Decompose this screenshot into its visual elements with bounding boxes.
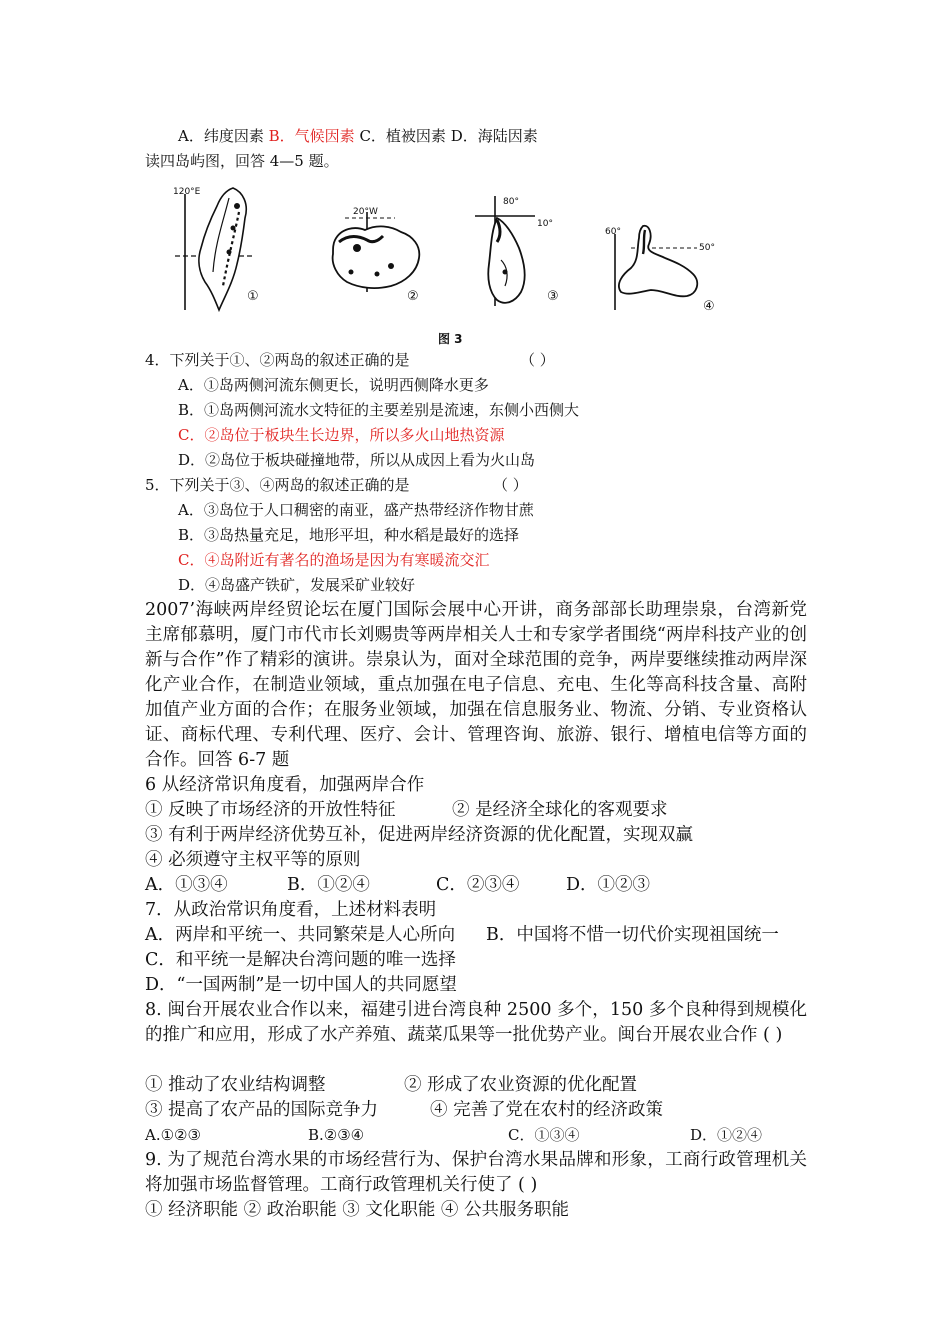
q8-stem: 8. 闽台开展农业合作以来，福建引进台湾良种 2500 多个，150 多个良种得到规模化的推广和应用，形成了水产养殖、蔬菜瓜果等一批优势产业。闽台开展农业合作 ( ) bbox=[145, 1000, 807, 1045]
q7-option-c: C．和平统一是解决台湾问题的唯一选择 bbox=[145, 950, 456, 970]
q9-statement-2: ② 政治职能 bbox=[243, 1200, 337, 1220]
q6-option-d: D．①②③ bbox=[566, 875, 651, 895]
figure-label-120e: 120°E bbox=[173, 187, 201, 197]
q6-statement-1: ① 反映了市场经济的开放性特征 bbox=[145, 800, 396, 820]
q4-option-c: C．②岛位于板块生长边界，所以多火山地热资源 bbox=[178, 426, 505, 444]
figure-label-50: 50° bbox=[699, 243, 715, 253]
q7-option-b: B．中国将不惜一切代价实现祖国统一 bbox=[486, 925, 779, 945]
figure-label-10: 10° bbox=[537, 219, 553, 229]
q9-statement-3: ③ 文化职能 bbox=[342, 1200, 436, 1220]
q4-stem: 4．下列关于①、②两岛的叙述正确的是 bbox=[145, 351, 410, 369]
q5-stem: 5．下列关于③、④两岛的叙述正确的是 bbox=[145, 476, 410, 494]
island-map-figure bbox=[145, 182, 745, 322]
q5-option-c: C．④岛附近有著名的渔场是因为有寒暖流交汇 bbox=[178, 551, 490, 569]
figure-label-80: 80° bbox=[503, 197, 519, 207]
q4-option-a: A．①岛两侧河流东侧更长，说明西侧降水更多 bbox=[178, 376, 489, 394]
q5-option-b: B．③岛热量充足，地形平坦，种水稻是最好的选择 bbox=[178, 526, 520, 544]
q8-option-a: A.①②③ bbox=[145, 1126, 201, 1144]
q6-statement-3: ③ 有利于两岸经济优势互补，促进两岸经济资源的优化配置，实现双赢 bbox=[145, 825, 694, 845]
figure-caption: 图 3 bbox=[438, 332, 463, 346]
q9-stem: 9. 为了规范台湾水果的市场经营行为、保护台湾水果品牌和形象，工商行政管理机关将加强市场监督管理。工商行政管理机关行使了 ( ) bbox=[145, 1150, 807, 1195]
figure-label-20w: 20°W bbox=[353, 207, 378, 217]
q6-option-b: B．①②④ bbox=[287, 875, 370, 895]
island-number-3: ③ bbox=[547, 289, 559, 304]
q5-option-a: A．③岛位于人口稠密的南亚，盛产热带经济作物甘蔗 bbox=[178, 501, 534, 519]
q7-stem: 7．从政治常识角度看，上述材料表明 bbox=[145, 900, 437, 920]
q3-options bbox=[178, 124, 538, 149]
q8-statement-1: ① 推动了农业结构调整 bbox=[145, 1075, 326, 1095]
q3-option-d: D．海陆因素 bbox=[450, 127, 538, 145]
q7-option-a: A．两岸和平统一、共同繁荣是人心所向 bbox=[145, 925, 456, 945]
q4-option-b: B．①岛两侧河流水文特征的主要差别是流速，东侧小西侧大 bbox=[178, 401, 580, 419]
q3-option-a: A．纬度因素 bbox=[178, 127, 264, 145]
q8-option-b: B.②③④ bbox=[308, 1126, 365, 1144]
q8-statement-4: ④ 完善了党在农村的经济政策 bbox=[430, 1100, 664, 1120]
q9-statement-1: ① 经济职能 bbox=[145, 1200, 239, 1220]
island-1-map bbox=[173, 187, 259, 310]
passage-text: 2007’海峡两岸经贸论坛在厦门国际会展中心开讲，商务部部长助理崇泉，台湾新党主席郁慕明，厦门市代市长刘赐贵等两岸相关人士和专家学者围绕“两岸科技产业的创新与合作”作了精彩的演讲。崇泉认为，面对全球范围的竞争，两岸要继续推动两岸深化产业合作，在制造业领域，重点加强在电子信息、充电、生化等高科技含量、高附加值产业方面的合作；在服务业领域，加强在信息服务业、物流、分销、专业资格认证、商标代理、专利代理、医疗、会计、管理咨询、旅游、银行、增植电信等方面的合作。回答 6-7 题 bbox=[145, 600, 807, 770]
q6-statement-2: ② 是经济全球化的客观要求 bbox=[452, 800, 668, 820]
q5-answer-paren: （ ） bbox=[493, 476, 528, 494]
q3-option-c: C．植被因素 bbox=[359, 127, 446, 145]
q8-option-d: D．①②④ bbox=[690, 1126, 763, 1144]
island-3-map bbox=[475, 196, 559, 306]
q9-statements bbox=[145, 1198, 569, 1223]
island-number-4: ④ bbox=[703, 299, 715, 314]
island-number-2: ② bbox=[407, 289, 419, 304]
q8-statement-3: ③ 提高了农产品的国际竞争力 bbox=[145, 1100, 379, 1120]
map-intro: 读四岛屿图，回答 4—5 题。 bbox=[145, 152, 339, 170]
island-4-map bbox=[605, 226, 715, 314]
q6-statement-4: ④ 必须遵守主权平等的原则 bbox=[145, 850, 361, 870]
q8-statement-2: ② 形成了农业资源的优化配置 bbox=[404, 1075, 638, 1095]
island-2-map bbox=[333, 207, 420, 304]
q4-option-d: D．②岛位于板块碰撞地带，所以从成因上看为火山岛 bbox=[178, 451, 536, 469]
q5-option-d: D．④岛盛产铁矿，发展采矿业较好 bbox=[178, 576, 416, 594]
figure-label-60: 60° bbox=[605, 227, 621, 237]
q6-option-a: A．①③④ bbox=[145, 875, 228, 895]
q4-answer-paren: （ ） bbox=[520, 351, 555, 369]
q7-option-d: D．“一国两制”是一切中国人的共同愿望 bbox=[145, 975, 457, 995]
q6-option-c: C．②③④ bbox=[436, 875, 520, 895]
q3-option-b: B．气候因素 bbox=[268, 127, 355, 145]
island-maps-svg bbox=[145, 182, 745, 322]
q8-option-c: C．①③④ bbox=[508, 1126, 580, 1144]
island-number-1: ① bbox=[247, 289, 259, 304]
q9-statement-4: ④ 公共服务职能 bbox=[440, 1200, 569, 1220]
q6-stem: 6 从经济常识角度看，加强两岸合作 bbox=[145, 775, 425, 795]
